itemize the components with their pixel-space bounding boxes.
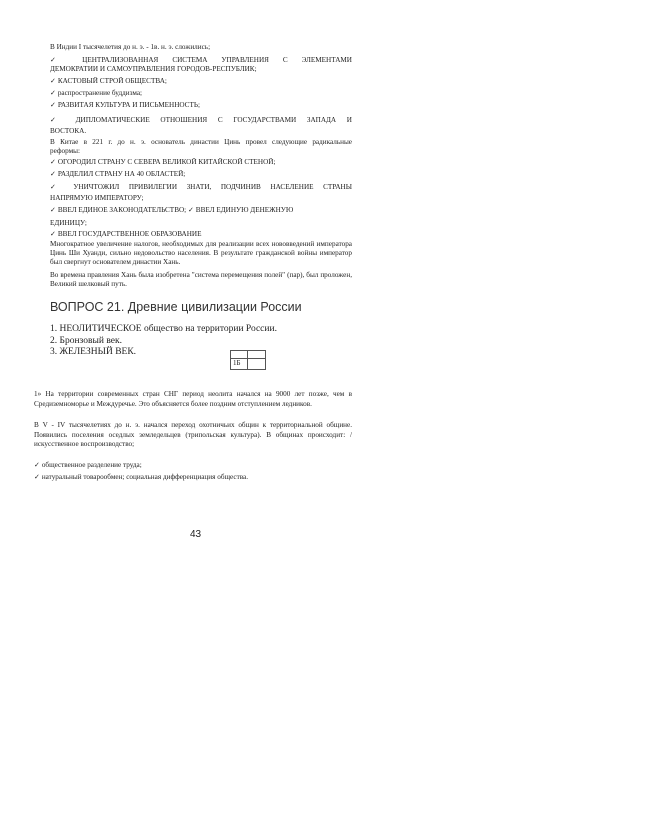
small-table [230, 350, 266, 370]
text-line: ВОСТОКА. [50, 127, 87, 135]
text-line: ✓ ОГОРОДИЛ СТРАНУ С СЕВЕРА ВЕЛИКОЙ КИТАЙСКОЙ СТЕНОЙ; [50, 158, 276, 166]
text-line: ✓ ВВЕЛ ЕДИНОЕ ЗАКОНОДАТЕЛЬСТВО; ✓ ВВЕЛ ЕДИНУЮ ДЕНЕЖНУЮ [50, 206, 294, 214]
footnote-line: ✓ натуральный товарообмен; социальная дифференциация общества. [34, 473, 248, 481]
text-line: реформы: [50, 147, 80, 155]
text-line: ✓ ВВЕЛ ГОСУДАРСТВЕННОЕ ОБРАЗОВАНИЕ [50, 230, 202, 238]
text-line: НАПРЯМУЮ ИМПЕРАТОРУ; [50, 194, 144, 202]
paragraph: Во времена правления Хань была изобретена "система перемещения полей" (пар), был проложен, Великий шелковый путь. [50, 271, 352, 288]
footnote-paragraph: В V - IV тысячелетиях до н. э. начался переход охотничьих общин к территориальной общине. Появились поселения оседлых земледельцев (трипольская культура). В общинах происходит: / искусственное воспроизводство; [34, 421, 352, 448]
text-line: ✓ распространение буддизма; [50, 89, 143, 97]
text-line: В Китае в 221 г. до н. э. основатель династии Цинь провел следующие радикальные [50, 138, 352, 146]
text-line: ✓ РАЗДЕЛИЛ СТРАНУ НА 40 ОБЛАСТЕЙ; [50, 170, 186, 178]
text-line: ✓ ДИПЛОМАТИЧЕСКИЕ ОТНОШЕНИЯ С ГОСУДАРСТВАМИ ЗАПАДА И [50, 116, 352, 124]
text-line: ДЕМОКРАТИИ И САМОУПРАВЛЕНИЯ ГОРОДОВ-РЕСПУБЛИК; [50, 65, 257, 73]
list-item: 2. Бронзовый век. [50, 336, 122, 346]
paragraph: Многократное увеличение налогов, необходимых для реализации всех нововведений императора Цинь Ши Хуанди, сильно недовольство населения. В результате гражданской войны император был свергнут основателем династии Хань. [50, 240, 352, 266]
text-line: ✓ ЦЕНТРАЛИЗОВАННАЯ СИСТЕМА УПРАВЛЕНИЯ С ЭЛЕМЕНТАМИ [50, 56, 352, 64]
table-divider [247, 351, 248, 369]
text-line: ✓ КАСТОВЫЙ СТРОЙ ОБЩЕСТВА; [50, 77, 167, 85]
footnote-paragraph: 1» На территории современных стран СНГ период неолита начался на 9000 лет позже, чем в Средиземноморье и Междуречье. Это объясняется более поздним отступлением ледников. [34, 390, 352, 408]
list-item: 3. ЖЕЛЕЗНЫЙ ВЕК. [50, 347, 137, 357]
text-line: В Индии I тысячелетия до н. э. - 1в. н. э. сложились; [50, 43, 211, 51]
text-line: ✓ УНИЧТОЖИЛ ПРИВИЛЕГИИ ЗНАТИ, ПОДЧИНИВ НАСЕЛЕНИЕ СТРАНЫ [50, 183, 352, 191]
text-line: ✓ РАЗВИТАЯ КУЛЬТУРА И ПИСЬМЕННОСТЬ; [50, 101, 200, 109]
footnote-line: ✓ общественное разделение труда; [34, 461, 142, 469]
text-line: ЕДИНИЦУ; [50, 219, 87, 227]
table-cell: 1Б [233, 359, 241, 367]
section-heading: ВОПРОС 21. Древние цивилизации России [50, 300, 302, 314]
list-item: 1. НЕОЛИТИЧЕСКОЕ общество на территории России. [50, 324, 277, 334]
page-number: 43 [190, 529, 202, 540]
